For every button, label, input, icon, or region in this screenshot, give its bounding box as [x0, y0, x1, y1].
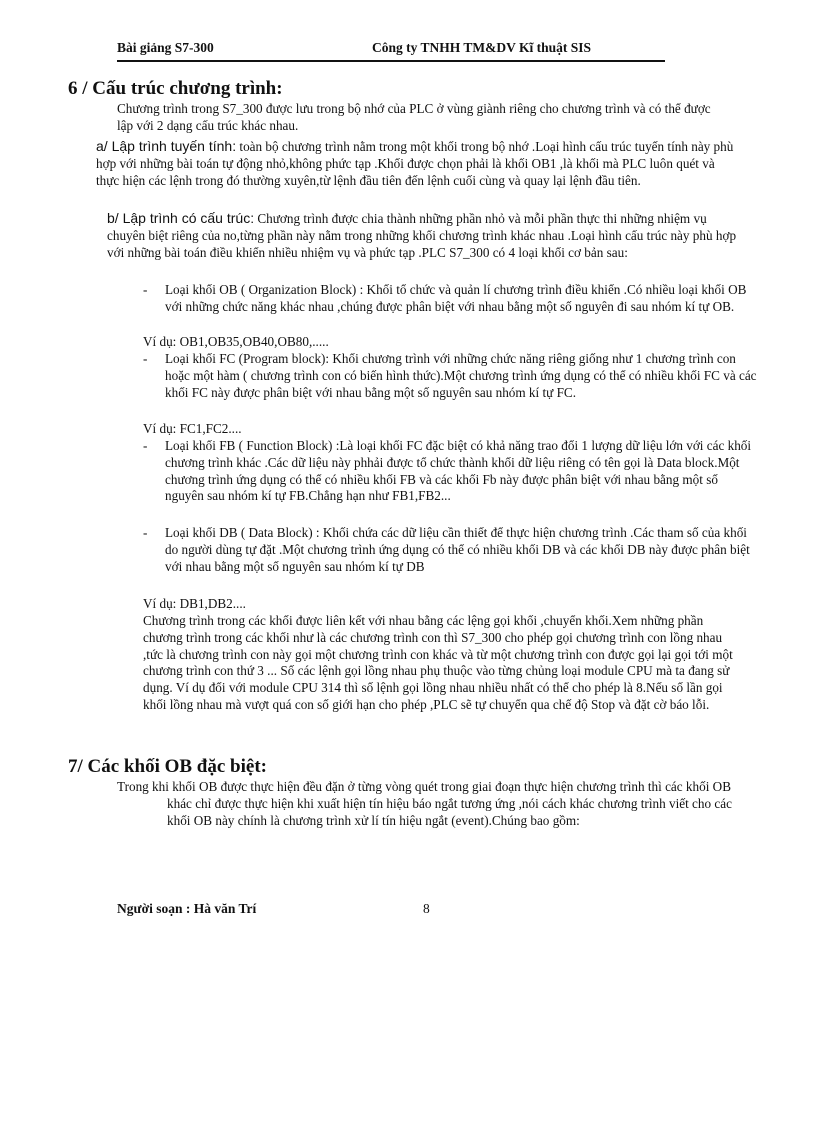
- bullet-dash: -: [143, 351, 148, 366]
- section-6-closing: [143, 613, 743, 714]
- list-item-db-text: Loại khối DB ( Data Block) : Khối chứa các dữ liệu cần thiết để thực hiện chương trình .Các tham số của khối do người dùng tự đặt .Một chương trình ứng dụng có thể có nhiều khối DB và các khối DB này được phân biệt với nhau bằng một số nguyên sau nhóm kí tự DB: [165, 525, 750, 574]
- linear-programming-label: a/ Lập trình tuyến tính:: [96, 138, 237, 154]
- list-item-fc-text: Loại khối FC (Program block): Khối chương trình với những chức năng riêng giống như 1 chương trình con hoặc một hàm ( chương trình con có biến hình thức).Một chương trình ứng dụng có thể có nhiều khối FC và các khối FC này được phân biệt với nhau bằng một số nguyên sau nhóm kí tự FC.: [165, 351, 757, 400]
- page-number: 8: [423, 901, 430, 916]
- section-7-heading: 7/ Các khối OB đặc biệt:: [68, 756, 267, 777]
- header-company-name: Công ty TNHH TM&DV Kĩ thuật SIS: [372, 40, 592, 55]
- bullet-dash: -: [143, 438, 148, 453]
- linear-programming-paragraph: [96, 138, 736, 189]
- list-item-fb-text: Loại khối FB ( Function Block) :Là loại khối FC đặc biệt có khả năng trao đổi 1 lượng dữ liệu lớn với các khối chương trình khác .Các dữ liệu này phhải được tổ chức thành khối dữ liệu riêng có tên gọi là Data block.Một chương trình ứng dụng có thể có nhiều khối FB và các khối Fb này được phân biệt với nhau bằng một số nguyên sau nhóm kí tự FB.Chẳng hạn như FB1,FB2...: [165, 438, 752, 504]
- structured-programming-text: Chương trình được chia thành những phần nhỏ và mỗi phần thực thi những nhiệm vụ chuyên biệt riêng của no,từng phần này nằm trong những khối chương trình khác nhau .Loại hình cấu trúc này phù hợp với những bài toán điều khiển nhiều nhiệm vụ và phức tạp .PLC S7_300 có 4 loại khối cơ bản sau:: [107, 211, 737, 260]
- linear-programming-text: toàn bộ chương trình nằm trong một khối trong bộ nhớ .Loại hình cấu trúc tuyến tính này phù hợp với những bài toán tự động nhỏ,không phức tạp .Khối được chọn phải là khối OB1 ,là khối mà PLC luôn quét và thực hiện các lệnh trong đó thường xuyên,từ lệnh đầu tiên đến lệnh cuối cùng và quay lại lệnh đầu tiên.: [96, 139, 734, 188]
- section-6-heading: 6 / Cấu trúc chương trình:: [68, 78, 283, 99]
- section-6-intro-text: Chương trình trong S7_300 được lưu trong bộ nhớ của PLC ở vùng giành riêng cho chương trình và có thể được lập với 2 dạng cấu trúc khác nhau.: [117, 101, 711, 133]
- bullet-dash: -: [143, 525, 148, 540]
- structured-programming-paragraph: [107, 210, 737, 261]
- header-course-title: Bài giảng S7-300: [117, 40, 214, 55]
- header-divider: [117, 60, 665, 62]
- section-7-paragraph: [117, 779, 737, 829]
- example-db: Ví dụ: DB1,DB2....: [143, 596, 246, 611]
- section-6-intro: [117, 101, 717, 135]
- section-6-closing-text: Chương trình trong các khối được liên kết với nhau bằng các lệng gọi khối ,chuyển khối.Xem những phần chương trình trong các khối như là các chương trình con thì S7_300 cho phép gọi chương trình con lồng nhau ,tức là chương trình con này gọi một chương trình con khác và từ một chương trình con được gọi lại gọi tới một chương trình con thứ 3 ... Số các lệnh gọi lồng nhau phụ thuộc vào từng chủng loại module CPU mà ta đang sử dụng. Ví dụ đối với module CPU 314 thì số lệnh gọi lồng nhau nhiều nhất có thể cho phép là 8.Nếu số lần gọi khối lồng nhau mà vượt quá con số giới hạn cho phép ,PLC sẽ tự chuyển qua chế độ Stop và đặt cờ báo lỗi.: [143, 613, 733, 712]
- section-7-text: Trong khi khối OB được thực hiện đều đặn ở từng vòng quét trong giai đoạn thực hiện chương trình thì các khối OB khác chỉ được thực hiện khi xuất hiện tín hiệu báo ngắt tương ứng ,nói cách khác chương trình viết cho các khối OB này chính là chương trình xử lí tín hiệu ngắt (event).Chúng bao gồm:: [117, 779, 732, 828]
- example-fc: Ví dụ: FC1,FC2....: [143, 421, 242, 436]
- structured-programming-label: b/ Lập trình có cấu trúc:: [107, 210, 255, 226]
- bullet-dash: -: [143, 282, 148, 297]
- list-item-ob-text: Loại khối OB ( Organization Block) : Khối tổ chức và quản lí chương trình điều khiển .Có nhiều loại khối OB với những chức năng khác nhau ,chúng được phân biệt với nhau bằng một số nguyên đi sau nhóm kí tự OB.: [165, 282, 747, 314]
- footer-author: Người soạn : Hà văn Trí: [117, 901, 257, 916]
- example-ob: Ví dụ: OB1,OB35,OB40,OB80,.....: [143, 334, 329, 349]
